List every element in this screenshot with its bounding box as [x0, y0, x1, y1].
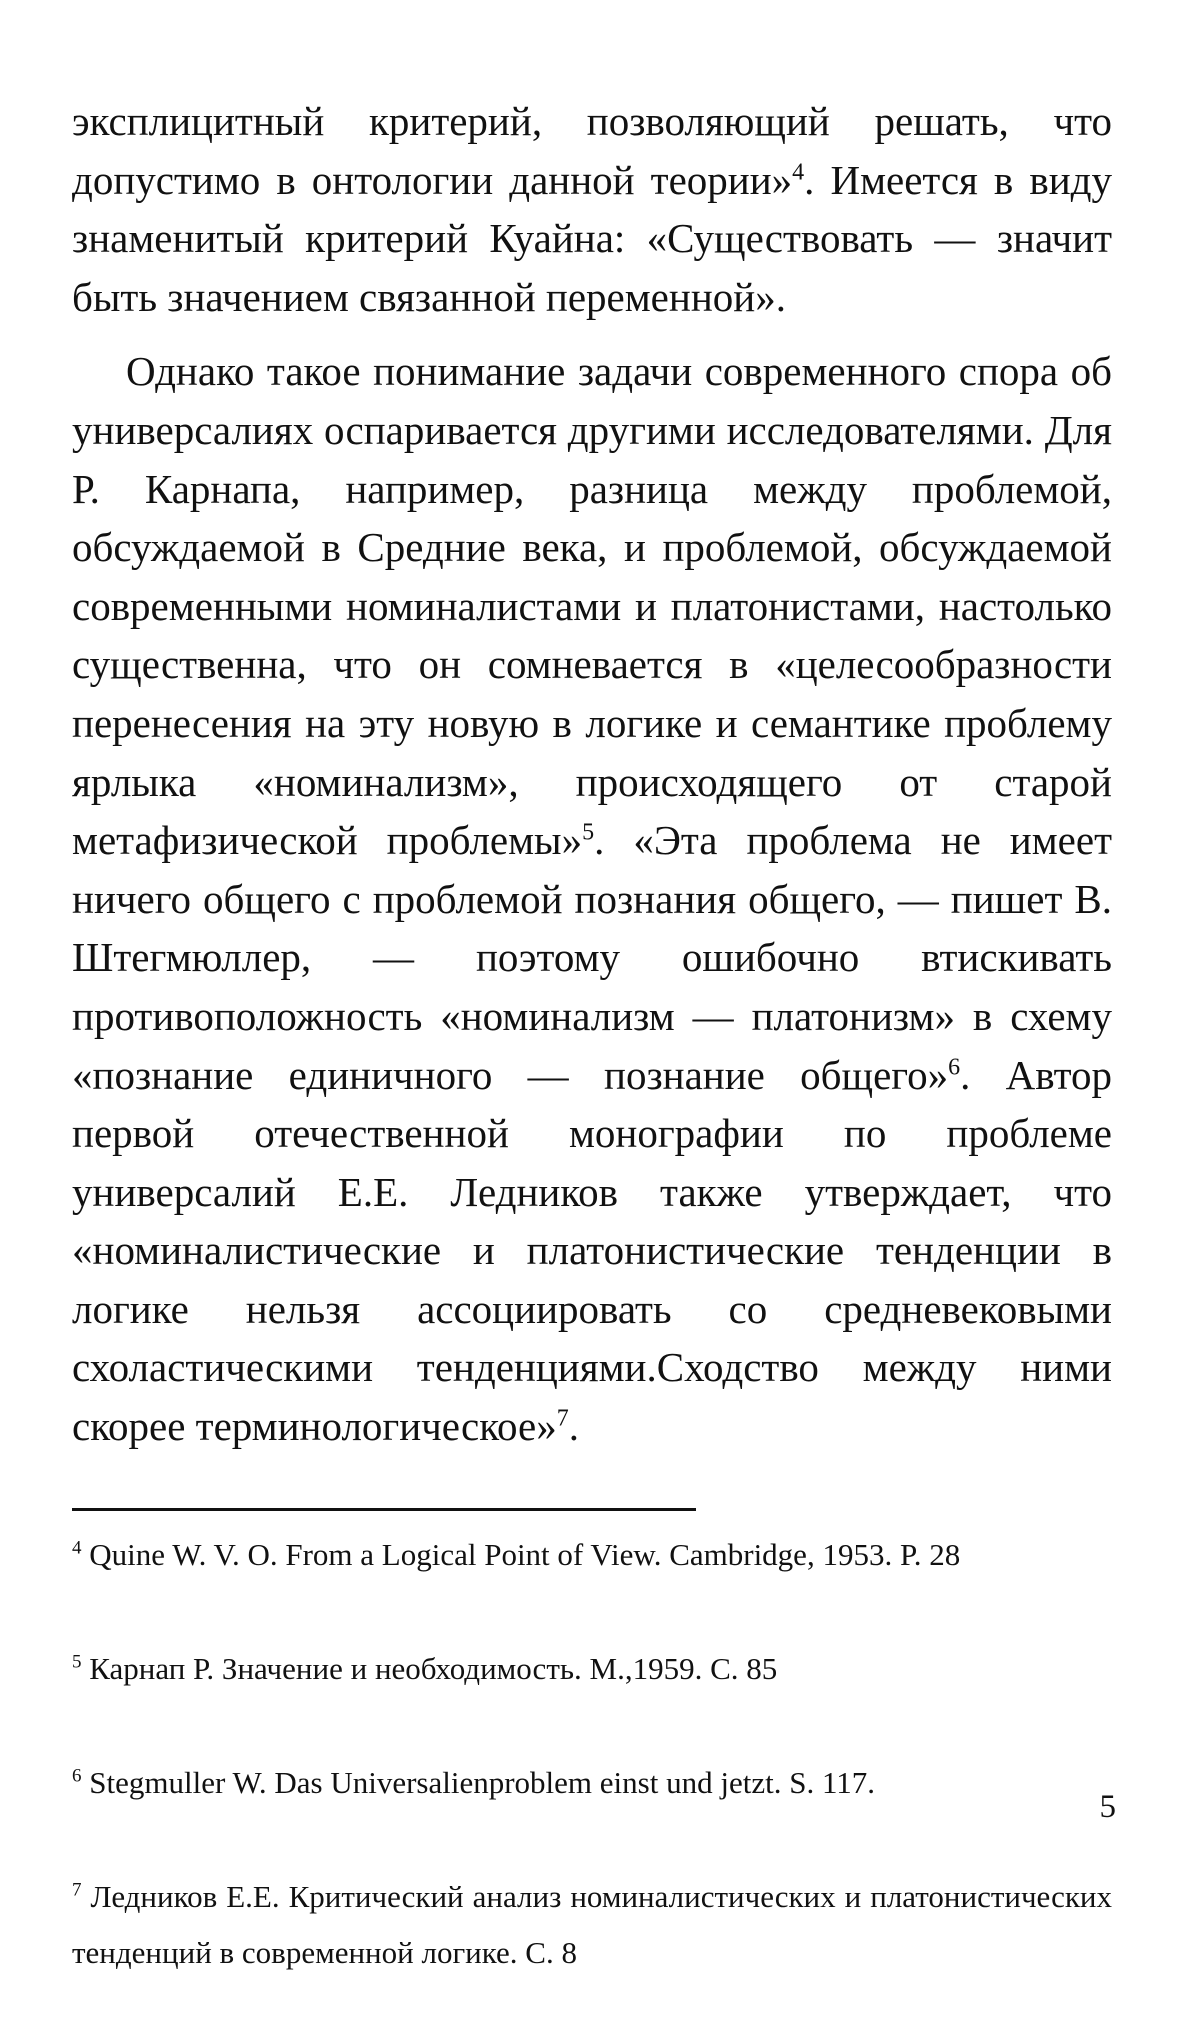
footnote-ref-7: 7 [556, 1405, 569, 1432]
page-number: 5 [1099, 1789, 1116, 1825]
footnote-5 [72, 1641, 1112, 1697]
footnote-number: 6 [72, 1765, 82, 1787]
footnotes-section [72, 1527, 1112, 1981]
footnote-text: Quine W. V. O. From a Logical Point of View. Cambridge, 1953. P. 28 [89, 1536, 961, 1572]
footnote-text: Карнап Р. Значение и необходимость. М.,1959. С. 85 [89, 1650, 778, 1686]
paragraph-2-text-2: . «Эта проблема не имеет ничего общего с проблемой познания общего, — пишет В. Штегмюллер, — поэтому ошибочно втискивать противоположность «номинализм — платонизм» в схему «познание единичного — познание общего» [72, 817, 1112, 1098]
footnote-7 [72, 1869, 1112, 1981]
paragraph-2-text-3: . Автор первой отечественной монографии по проблеме универсалий Е.Е. Ледников также утверждает, что «номиналистические и платонистические тенденции в логике нельзя ассоциировать со средневековыми схоластическими тенденциями.Сходство между ними скорее терминологическое» [72, 1051, 1112, 1450]
footnote-number: 5 [72, 1651, 82, 1673]
paragraph-2-text-4: . [568, 1403, 580, 1450]
footnote-separator [72, 1508, 696, 1511]
footnote-ref-6: 6 [948, 1053, 961, 1080]
paragraph-2-text-1: Однако такое понимание задачи современного спора об универсалиях оспаривается другими исследователями. Для Р. Карнапа, например, разница между проблемой, обсуждаемой в Средние века, и проблемой, обсуждаемой современными номиналистами и платонистами, настолько существенна, что он сомневается в «целесообразности перенесения на эту новую в логике и семантике проблему ярлыка «номинализм», происходящего от старой метафизической проблемы» [72, 348, 1112, 864]
footnote-6 [72, 1755, 1112, 1811]
document-page [72, 92, 1112, 2039]
footnote-number: 4 [72, 1537, 82, 1559]
footnote-text: Ледников Е.Е. Критический анализ номиналистических и платонистических тенденций в современной логике. С. 8 [72, 1878, 1112, 1970]
footnote-4 [72, 1527, 1112, 1583]
paragraph-1-text-2: . Имеется в виду знаменитый критерий Куайна: «Существовать — значит быть значением связанной переменной». [72, 156, 1112, 320]
paragraph-2 [72, 342, 1112, 1455]
paragraph-1-text-1: эксплицитный критерий, позволяющий решать, что допустимо в онтологии данной теории» [72, 98, 1112, 203]
footnote-number: 7 [72, 1879, 82, 1901]
paragraph-1 [72, 92, 1112, 326]
footnote-ref-5: 5 [582, 819, 595, 846]
footnote-ref-4: 4 [792, 158, 805, 185]
footnote-text: Stegmuller W. Das Universalienproblem einst und jetzt. S. 117. [89, 1764, 876, 1800]
